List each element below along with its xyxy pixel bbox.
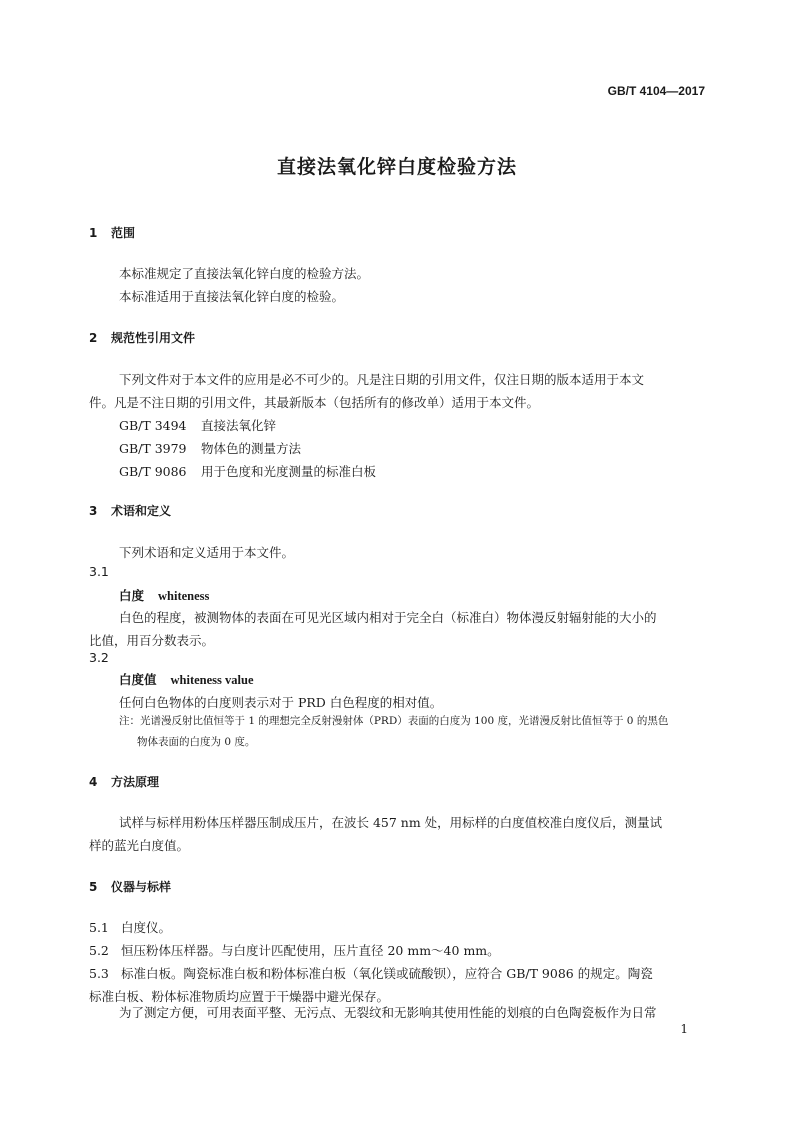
paragraph: 标准白板、粉体标准物质均应置于干燥器中避光保存。 <box>89 989 390 1004</box>
term-en: whiteness <box>158 589 210 603</box>
section-5-heading <box>89 878 171 895</box>
section-number: 3 <box>89 504 98 518</box>
item-number: 5.3 <box>89 966 109 981</box>
reference-item <box>119 462 376 480</box>
reference-title: 用于色度和光度测量的标准白板 <box>201 464 377 479</box>
list-item <box>89 964 653 982</box>
page-number: 1 <box>680 1022 688 1036</box>
reference-code: GB/T 3979 <box>119 441 187 456</box>
section-number: 2 <box>89 331 98 345</box>
section-number: 4 <box>89 775 98 789</box>
section-title: 范围 <box>111 226 136 240</box>
section-title: 规范性引用文件 <box>111 331 196 345</box>
section-2-heading <box>89 329 195 346</box>
term-number: 3.2 <box>89 650 109 665</box>
term-en: whiteness value <box>170 673 254 687</box>
definition: 任何白色物体的白度则表示对于 PRD 白色程度的相对值。 <box>119 695 443 710</box>
term-zh: 白度 <box>119 588 145 603</box>
reference-code: GB/T 9086 <box>119 464 187 479</box>
section-title: 方法原理 <box>111 775 160 789</box>
note-text: 光谱漫反射比值恒等于 1 的理想完全反射漫射体（PRD）表面的白度为 100 度，光谱漫反射比值恒等于 0 的黑色 <box>140 715 669 727</box>
reference-item <box>119 439 301 457</box>
paragraph: 下列文件对于本文件的应用是必不可少的。凡是注日期的引用文件，仅注日期的版本适用于本文 <box>119 372 645 387</box>
paragraph: 件。凡是不注日期的引用文件，其最新版本（包括所有的修改单）适用于本文件。 <box>89 395 540 410</box>
item-number: 5.2 <box>89 943 109 958</box>
term-zh: 白度值 <box>119 672 157 687</box>
section-title: 仪器与标样 <box>111 880 172 894</box>
list-item <box>89 941 500 959</box>
item-number: 5.1 <box>89 920 109 935</box>
section-number: 5 <box>89 880 98 894</box>
paragraph: 样的蓝光白度值。 <box>89 838 190 853</box>
paragraph: 为了测定方便，可用表面平整、无污点、无裂纹和无影响其使用性能的划痕的白色陶瓷板作为日常 <box>119 1005 657 1020</box>
paragraph: 本标准适用于直接法氧化锌白度的检验。 <box>119 289 345 304</box>
reference-title: 物体色的测量方法 <box>201 441 302 456</box>
item-text: 恒压粉体压样器。与白度计匹配使用，压片直径 20 mm～40 mm。 <box>121 943 500 958</box>
section-number: 1 <box>89 226 98 240</box>
note <box>119 711 705 753</box>
section-3-heading <box>89 502 171 519</box>
section-title: 术语和定义 <box>111 504 172 518</box>
paragraph: 试样与标样用粉体压样器压制成压片，在波长 457 nm 处，用标样的白度值校准白度仪后，测量试 <box>119 815 663 830</box>
note-label: 注： <box>119 715 140 727</box>
term-number: 3.1 <box>89 564 109 579</box>
term-heading <box>119 670 254 688</box>
list-item <box>89 918 171 936</box>
paragraph: 本标准规定了直接法氧化锌白度的检验方法。 <box>119 266 370 281</box>
definition: 比值，用百分数表示。 <box>89 633 215 648</box>
reference-title: 直接法氧化锌 <box>201 418 277 433</box>
reference-item <box>119 416 276 434</box>
section-4-heading <box>89 773 159 790</box>
term-heading <box>119 586 209 604</box>
section-1-heading <box>89 224 135 241</box>
document-title: 直接法氧化锌白度检验方法 <box>276 156 517 178</box>
reference-code: GB/T 3494 <box>119 418 187 433</box>
item-text: 标准白板。陶瓷标准白板和粉体标准白板（氧化镁或硫酸钡），应符合 GB/T 9086 的规定。陶瓷 <box>121 966 653 981</box>
item-text: 白度仪。 <box>121 920 172 935</box>
standard-number: GB/T 4104—2017 <box>607 84 705 98</box>
note-text: 物体表面的白度为 0 度。 <box>137 736 256 748</box>
definition: 白色的程度，被测物体的表面在可见光区域内相对于完全白（标准白）物体漫反射辐射能的大小的 <box>119 610 657 625</box>
paragraph: 下列术语和定义适用于本文件。 <box>119 545 295 560</box>
